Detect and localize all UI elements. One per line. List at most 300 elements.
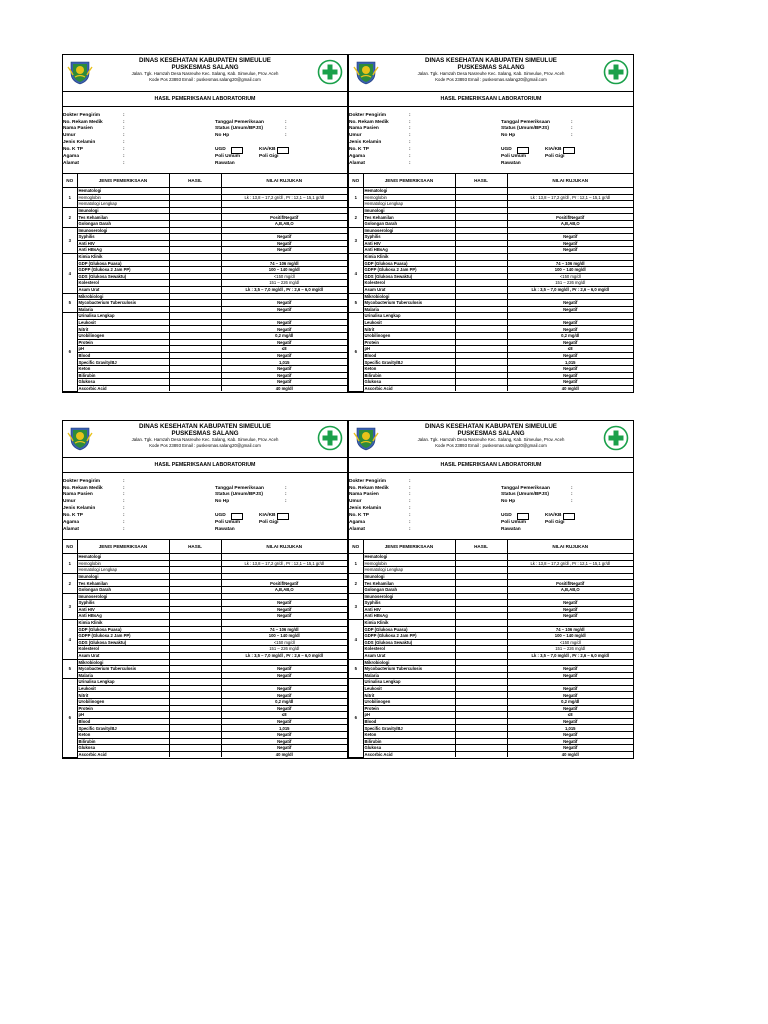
label-ugd: UGD — [501, 147, 512, 152]
result-cell[interactable] — [169, 567, 221, 574]
reference-value: Negatif — [221, 718, 347, 725]
col-no: NO — [349, 540, 363, 554]
result-cell[interactable] — [455, 573, 507, 580]
reference-value: 151 – 226 mg/dl — [507, 646, 633, 653]
test-name: Keton — [363, 732, 455, 739]
test-name: GDS (Glukosa Sewaktu) — [363, 273, 455, 280]
label-jenis-kelamin: Jenis Kelamin — [63, 506, 96, 511]
result-cell[interactable] — [455, 685, 507, 692]
ugd-checkbox[interactable] — [517, 147, 529, 154]
test-name: Imunologi — [363, 207, 455, 214]
result-cell[interactable] — [455, 359, 507, 366]
result-cell[interactable] — [455, 273, 507, 280]
test-name: Specific Gravity/BJ — [77, 725, 169, 732]
result-cell[interactable] — [169, 333, 221, 340]
test-name: GDS (Glukosa Sewaktu) — [77, 639, 169, 646]
result-cell[interactable] — [169, 659, 221, 666]
result-cell[interactable] — [169, 626, 221, 633]
result-cell[interactable] — [169, 220, 221, 227]
table-row — [349, 214, 633, 221]
result-cell[interactable] — [169, 253, 221, 260]
result-cell[interactable] — [455, 313, 507, 320]
kia-checkbox[interactable] — [277, 513, 289, 520]
result-cell[interactable] — [169, 379, 221, 386]
result-cell[interactable] — [455, 293, 507, 300]
table-row — [349, 659, 633, 666]
label-agama: Agama — [63, 154, 79, 159]
table-row — [349, 346, 633, 353]
table-row — [349, 685, 633, 692]
result-cell[interactable] — [169, 207, 221, 214]
table-row — [63, 207, 347, 214]
test-name: Tes Kehamilan — [363, 580, 455, 587]
result-cell[interactable] — [169, 586, 221, 593]
reference-value — [221, 659, 347, 666]
test-name: Urobilinogen — [77, 699, 169, 706]
table-row — [63, 280, 347, 287]
reference-value — [507, 293, 633, 300]
result-cell[interactable] — [455, 659, 507, 666]
result-cell[interactable] — [169, 666, 221, 673]
reference-value: Negatif — [221, 692, 347, 699]
table-row — [63, 346, 347, 353]
result-cell[interactable] — [169, 712, 221, 719]
row-number: 5 — [63, 293, 77, 313]
result-cell[interactable] — [455, 267, 507, 274]
result-cell[interactable] — [169, 313, 221, 320]
reference-value: Negatif — [221, 613, 347, 620]
result-cell[interactable] — [169, 326, 221, 333]
test-name: Kolesterol — [363, 280, 455, 287]
ugd-checkbox[interactable] — [517, 513, 529, 520]
result-cell[interactable] — [455, 619, 507, 626]
result-cell[interactable] — [455, 366, 507, 373]
table-row — [63, 725, 347, 732]
result-cell[interactable] — [169, 346, 221, 353]
result-cell[interactable] — [169, 639, 221, 646]
table-row — [63, 194, 347, 201]
test-name: Malaria — [77, 672, 169, 679]
result-cell[interactable] — [455, 260, 507, 267]
reference-value: Negatif — [507, 326, 633, 333]
test-name: Anti HIV — [77, 606, 169, 613]
table-row — [349, 639, 633, 646]
table-row — [349, 672, 633, 679]
result-cell[interactable] — [455, 560, 507, 567]
label-jenis-kelamin: Jenis Kelamin — [349, 140, 382, 145]
result-cell[interactable] — [455, 326, 507, 333]
result-cell[interactable] — [455, 639, 507, 646]
result-cell[interactable] — [169, 652, 221, 659]
result-cell[interactable] — [169, 286, 221, 293]
test-name: Hematologi Lengkap — [77, 201, 169, 208]
table-row — [349, 201, 633, 208]
reference-value — [221, 619, 347, 626]
result-cell[interactable] — [169, 385, 221, 391]
test-name: GDPP (Glukosa 2 Jam PP) — [77, 633, 169, 640]
table-row — [349, 300, 633, 307]
result-cell[interactable] — [169, 685, 221, 692]
result-cell[interactable] — [169, 679, 221, 686]
org-name: DINAS KESEHATAN KABUPATEN SIMEULUE — [425, 423, 557, 430]
result-cell[interactable] — [455, 346, 507, 353]
result-cell[interactable] — [455, 253, 507, 260]
result-cell[interactable] — [169, 319, 221, 326]
label-poli-gigi: Poli Gigi — [545, 520, 565, 525]
test-name: Mycobacterium Tuberculosis — [77, 300, 169, 307]
kia-checkbox[interactable] — [563, 147, 575, 154]
row-number: 5 — [349, 659, 363, 679]
result-cell[interactable] — [455, 613, 507, 620]
lab-result-form — [62, 420, 348, 759]
result-cell[interactable] — [169, 293, 221, 300]
result-cell[interactable] — [455, 718, 507, 725]
table-row — [63, 234, 347, 241]
reference-value: Negatif — [507, 379, 633, 386]
result-cell[interactable] — [455, 738, 507, 745]
unit-name: PUSKESMAS SALANG — [457, 430, 525, 437]
result-cell[interactable] — [169, 247, 221, 254]
reference-value: 0,2 mg/dl — [221, 333, 347, 340]
address-line: Jalan. Tgk. Hamzah Desa Nasreuhe Kec. Salang, Kab. Simeulue, Prov. Aceh — [131, 71, 279, 76]
reference-value: 0,2 mg/dl — [507, 333, 633, 340]
result-cell[interactable] — [169, 646, 221, 653]
result-cell[interactable] — [169, 359, 221, 366]
table-row — [63, 253, 347, 260]
result-cell[interactable] — [455, 652, 507, 659]
result-cell[interactable] — [169, 593, 221, 600]
test-name: Asam Urat — [77, 652, 169, 659]
result-cell[interactable] — [455, 567, 507, 574]
reference-value: Negatif — [507, 240, 633, 247]
label-dokter: Dokter Pengirim — [63, 113, 101, 118]
result-cell[interactable] — [455, 286, 507, 293]
label-status: Status (Umum/BPJS) — [501, 492, 549, 497]
test-name: pH — [77, 346, 169, 353]
test-name: Urobilinogen — [363, 699, 455, 706]
table-row — [63, 613, 347, 620]
form-header — [349, 55, 633, 92]
test-name: Protein — [77, 705, 169, 712]
result-cell[interactable] — [169, 580, 221, 587]
reference-value — [507, 253, 633, 260]
test-name: Glukosa — [77, 745, 169, 752]
result-cell[interactable] — [169, 613, 221, 620]
test-name: Kimia Klinik — [363, 619, 455, 626]
table-row — [63, 247, 347, 254]
reference-value: 151 – 226 mg/dl — [221, 646, 347, 653]
result-cell[interactable] — [455, 712, 507, 719]
test-name: Kolesterol — [77, 646, 169, 653]
table-row — [349, 626, 633, 633]
result-cell[interactable] — [455, 379, 507, 386]
reference-value: Lk : 13,8 – 17,2 gr/dl , Pr : 12,1 – 15,1 gr/dl — [507, 194, 633, 201]
result-cell[interactable] — [455, 194, 507, 201]
table-row — [63, 273, 347, 280]
result-cell[interactable] — [169, 194, 221, 201]
table-row — [63, 313, 347, 320]
test-name: Mikrobiologi — [77, 659, 169, 666]
lab-result-form — [62, 54, 348, 393]
reference-value: 40 mg/dl — [221, 385, 347, 391]
result-cell[interactable] — [169, 273, 221, 280]
reference-value — [221, 554, 347, 561]
test-name: GDS (Glukosa Sewaktu) — [77, 273, 169, 280]
unit-name: PUSKESMAS SALANG — [457, 64, 525, 71]
label-ugd: UGD — [501, 513, 512, 518]
reference-value — [507, 679, 633, 686]
col-no: NO — [63, 174, 77, 188]
result-cell[interactable] — [455, 240, 507, 247]
reference-value — [507, 619, 633, 626]
test-name: Malaria — [77, 306, 169, 313]
result-cell[interactable] — [169, 234, 221, 241]
reference-value: Lk : 3,5 – 7,0 mg/dl , Pr : 2,6 – 6,0 mg/dl — [507, 652, 633, 659]
reference-value: Negatif — [221, 685, 347, 692]
result-cell[interactable] — [455, 306, 507, 313]
result-cell[interactable] — [455, 220, 507, 227]
table-row — [63, 333, 347, 340]
result-cell[interactable] — [455, 672, 507, 679]
table-row — [349, 725, 633, 732]
result-cell[interactable] — [455, 692, 507, 699]
table-row — [349, 652, 633, 659]
reference-value: <150 mg/dl — [507, 273, 633, 280]
result-cell[interactable] — [169, 300, 221, 307]
col-hasil: HASIL — [455, 540, 507, 554]
table-row — [63, 685, 347, 692]
result-cell[interactable] — [455, 214, 507, 221]
test-name: Urinalisa Lengkap — [77, 313, 169, 320]
table-row — [63, 385, 347, 391]
table-row — [63, 372, 347, 379]
table-row — [349, 606, 633, 613]
patient-info: Dokter Pengirim : No. Rekam Medik : Tanggal Pemeriksaan : Nama Pasien : Status (Umum/BPJS) : Umur : No Hp : Jenis Kelamin : No. K TP : UGD KIA/KB Agama : Poli Umum Poli Gigi Alamat : Rawatan — [63, 107, 347, 174]
result-cell[interactable] — [455, 188, 507, 195]
result-cell[interactable] — [169, 227, 221, 234]
test-name: Imunoserologi — [363, 593, 455, 600]
test-name: Syphilis — [77, 234, 169, 241]
result-cell[interactable] — [455, 699, 507, 706]
result-cell[interactable] — [455, 626, 507, 633]
kia-checkbox[interactable] — [563, 513, 575, 520]
table-row — [63, 718, 347, 725]
result-cell[interactable] — [455, 554, 507, 561]
test-name: GDS (Glukosa Sewaktu) — [363, 639, 455, 646]
result-cell[interactable] — [455, 666, 507, 673]
result-cell[interactable] — [169, 606, 221, 613]
reference-value: Negatif — [221, 352, 347, 359]
result-cell[interactable] — [455, 247, 507, 254]
test-name: Golongan Darah — [363, 586, 455, 593]
result-cell[interactable] — [169, 339, 221, 346]
row-number: 6 — [63, 679, 77, 758]
result-cell[interactable] — [169, 600, 221, 607]
result-cell[interactable] — [169, 619, 221, 626]
result-cell[interactable] — [169, 188, 221, 195]
ugd-checkbox[interactable] — [231, 513, 243, 520]
result-cell[interactable] — [455, 385, 507, 391]
table-row — [63, 300, 347, 307]
reference-value: 74 – 106 mg/dl — [507, 626, 633, 633]
label-jenis-kelamin: Jenis Kelamin — [63, 140, 96, 145]
result-cell[interactable] — [455, 586, 507, 593]
reference-value — [221, 201, 347, 208]
simeulue-emblem-icon — [67, 425, 93, 451]
result-cell[interactable] — [455, 679, 507, 686]
result-cell[interactable] — [455, 606, 507, 613]
table-row — [63, 692, 347, 699]
result-cell[interactable] — [169, 751, 221, 757]
reference-value — [221, 227, 347, 234]
table-row — [63, 646, 347, 653]
result-cell[interactable] — [455, 705, 507, 712]
result-cell[interactable] — [455, 333, 507, 340]
test-name: Nitrit — [77, 692, 169, 699]
label-poli-gigi: Poli Gigi — [545, 154, 565, 159]
reference-value: Negatif — [507, 745, 633, 752]
label-kia: KIA/KB — [259, 147, 276, 152]
result-cell[interactable] — [455, 352, 507, 359]
col-jenis: JENIS PEMERIKSAAN — [77, 174, 169, 188]
label-ktp: No. K TP — [349, 147, 369, 152]
col-rujukan: NILAI RUJUKAN — [221, 174, 347, 188]
table-row — [63, 227, 347, 234]
form-title: HASIL PEMERIKSAAN LABORATORIUM — [63, 92, 347, 107]
result-cell[interactable] — [169, 240, 221, 247]
reference-value: Negatif — [507, 685, 633, 692]
test-name: Mycobacterium Tuberculosis — [363, 300, 455, 307]
result-cell[interactable] — [455, 372, 507, 379]
reference-value: Negatif — [221, 606, 347, 613]
result-cell[interactable] — [169, 366, 221, 373]
test-name: Glukosa — [363, 745, 455, 752]
label-dokter: Dokter Pengirim — [349, 113, 387, 118]
result-cell[interactable] — [169, 732, 221, 739]
result-cell[interactable] — [455, 207, 507, 214]
reference-value — [507, 207, 633, 214]
result-cell[interactable] — [169, 260, 221, 267]
test-name: Imunologi — [77, 573, 169, 580]
label-tanggal: Tanggal Pemeriksaan — [215, 120, 264, 125]
label-tanggal: Tanggal Pemeriksaan — [501, 486, 550, 491]
result-cell[interactable] — [455, 745, 507, 752]
reference-value: 74 – 106 mg/dl — [221, 626, 347, 633]
test-name: Glukosa — [77, 379, 169, 386]
row-number: 4 — [349, 619, 363, 659]
result-cell[interactable] — [169, 699, 221, 706]
test-name: Urobilinogen — [77, 333, 169, 340]
table-row — [349, 745, 633, 752]
result-cell[interactable] — [455, 227, 507, 234]
test-name: Kolesterol — [363, 646, 455, 653]
reference-value: Lk : 13,8 – 17,2 gr/dl , Pr : 12,1 – 15,1 gr/dl — [507, 560, 633, 567]
result-cell[interactable] — [169, 633, 221, 640]
result-cell[interactable] — [169, 672, 221, 679]
result-cell[interactable] — [169, 725, 221, 732]
reference-value: 40 mg/dl — [221, 751, 347, 757]
label-rekam-medik: No. Rekam Medik — [349, 120, 389, 125]
result-cell[interactable] — [455, 580, 507, 587]
result-cell[interactable] — [455, 593, 507, 600]
label-umur: Umur — [349, 499, 362, 504]
label-kia: KIA/KB — [259, 513, 276, 518]
reference-value: Lk : 3,5 – 7,0 mg/dl , Pr : 2,6 – 6,0 mg/dl — [221, 652, 347, 659]
result-cell[interactable] — [169, 214, 221, 221]
result-cell[interactable] — [455, 600, 507, 607]
result-cell[interactable] — [455, 280, 507, 287]
result-cell[interactable] — [169, 201, 221, 208]
test-name: Blood — [77, 352, 169, 359]
row-number: 5 — [349, 293, 363, 313]
reference-value: 1,015 — [507, 725, 633, 732]
lab-result-form — [348, 54, 634, 393]
reference-value: 74 – 106 mg/dl — [221, 260, 347, 267]
row-number: 4 — [349, 253, 363, 293]
table-row — [349, 333, 633, 340]
result-cell[interactable] — [169, 745, 221, 752]
result-cell[interactable] — [455, 339, 507, 346]
result-cell[interactable] — [455, 732, 507, 739]
result-cell[interactable] — [169, 352, 221, 359]
test-name: Asam Urat — [77, 286, 169, 293]
reference-value — [507, 593, 633, 600]
result-cell[interactable] — [169, 718, 221, 725]
result-cell[interactable] — [169, 280, 221, 287]
result-cell[interactable] — [169, 267, 221, 274]
table-row — [349, 293, 633, 300]
table-row — [349, 253, 633, 260]
result-cell[interactable] — [169, 372, 221, 379]
row-number: 2 — [349, 573, 363, 593]
result-cell[interactable] — [455, 319, 507, 326]
reference-value: ≤8 — [221, 712, 347, 719]
contact-line: Kode Pos 23893 Email : puskesmas.salang20@gmail.com — [435, 442, 547, 448]
table-row — [63, 738, 347, 745]
reference-value: Negatif — [507, 352, 633, 359]
result-cell[interactable] — [169, 560, 221, 567]
kia-checkbox[interactable] — [277, 147, 289, 154]
result-cell[interactable] — [169, 692, 221, 699]
test-name: Urobilinogen — [363, 333, 455, 340]
ugd-checkbox[interactable] — [231, 147, 243, 154]
row-number: 6 — [63, 313, 77, 392]
result-cell[interactable] — [455, 633, 507, 640]
label-rawatan: Rawatan — [215, 161, 235, 166]
table-row — [63, 286, 347, 293]
table-row — [349, 306, 633, 313]
result-cell[interactable] — [169, 554, 221, 561]
address-line: Jalan. Tgk. Hamzah Desa Nasreuhe Kec. Salang, Kab. Simeulue, Prov. Aceh — [417, 437, 565, 442]
table-row — [63, 573, 347, 580]
result-cell[interactable] — [169, 306, 221, 313]
label-rekam-medik: No. Rekam Medik — [349, 486, 389, 491]
result-cell[interactable] — [455, 725, 507, 732]
result-cell[interactable] — [455, 751, 507, 757]
table-row — [349, 273, 633, 280]
test-name: GDP (Glukosa Puasa) — [77, 626, 169, 633]
label-status: Status (Umum/BPJS) — [501, 126, 549, 131]
reference-value: Positif/Negatif — [507, 580, 633, 587]
reference-value: Positif/Negatif — [507, 214, 633, 221]
result-cell[interactable] — [455, 234, 507, 241]
result-cell[interactable] — [169, 738, 221, 745]
result-cell[interactable] — [455, 300, 507, 307]
result-cell[interactable] — [455, 646, 507, 653]
result-cell[interactable] — [169, 573, 221, 580]
result-cell[interactable] — [455, 201, 507, 208]
result-cell[interactable] — [169, 705, 221, 712]
